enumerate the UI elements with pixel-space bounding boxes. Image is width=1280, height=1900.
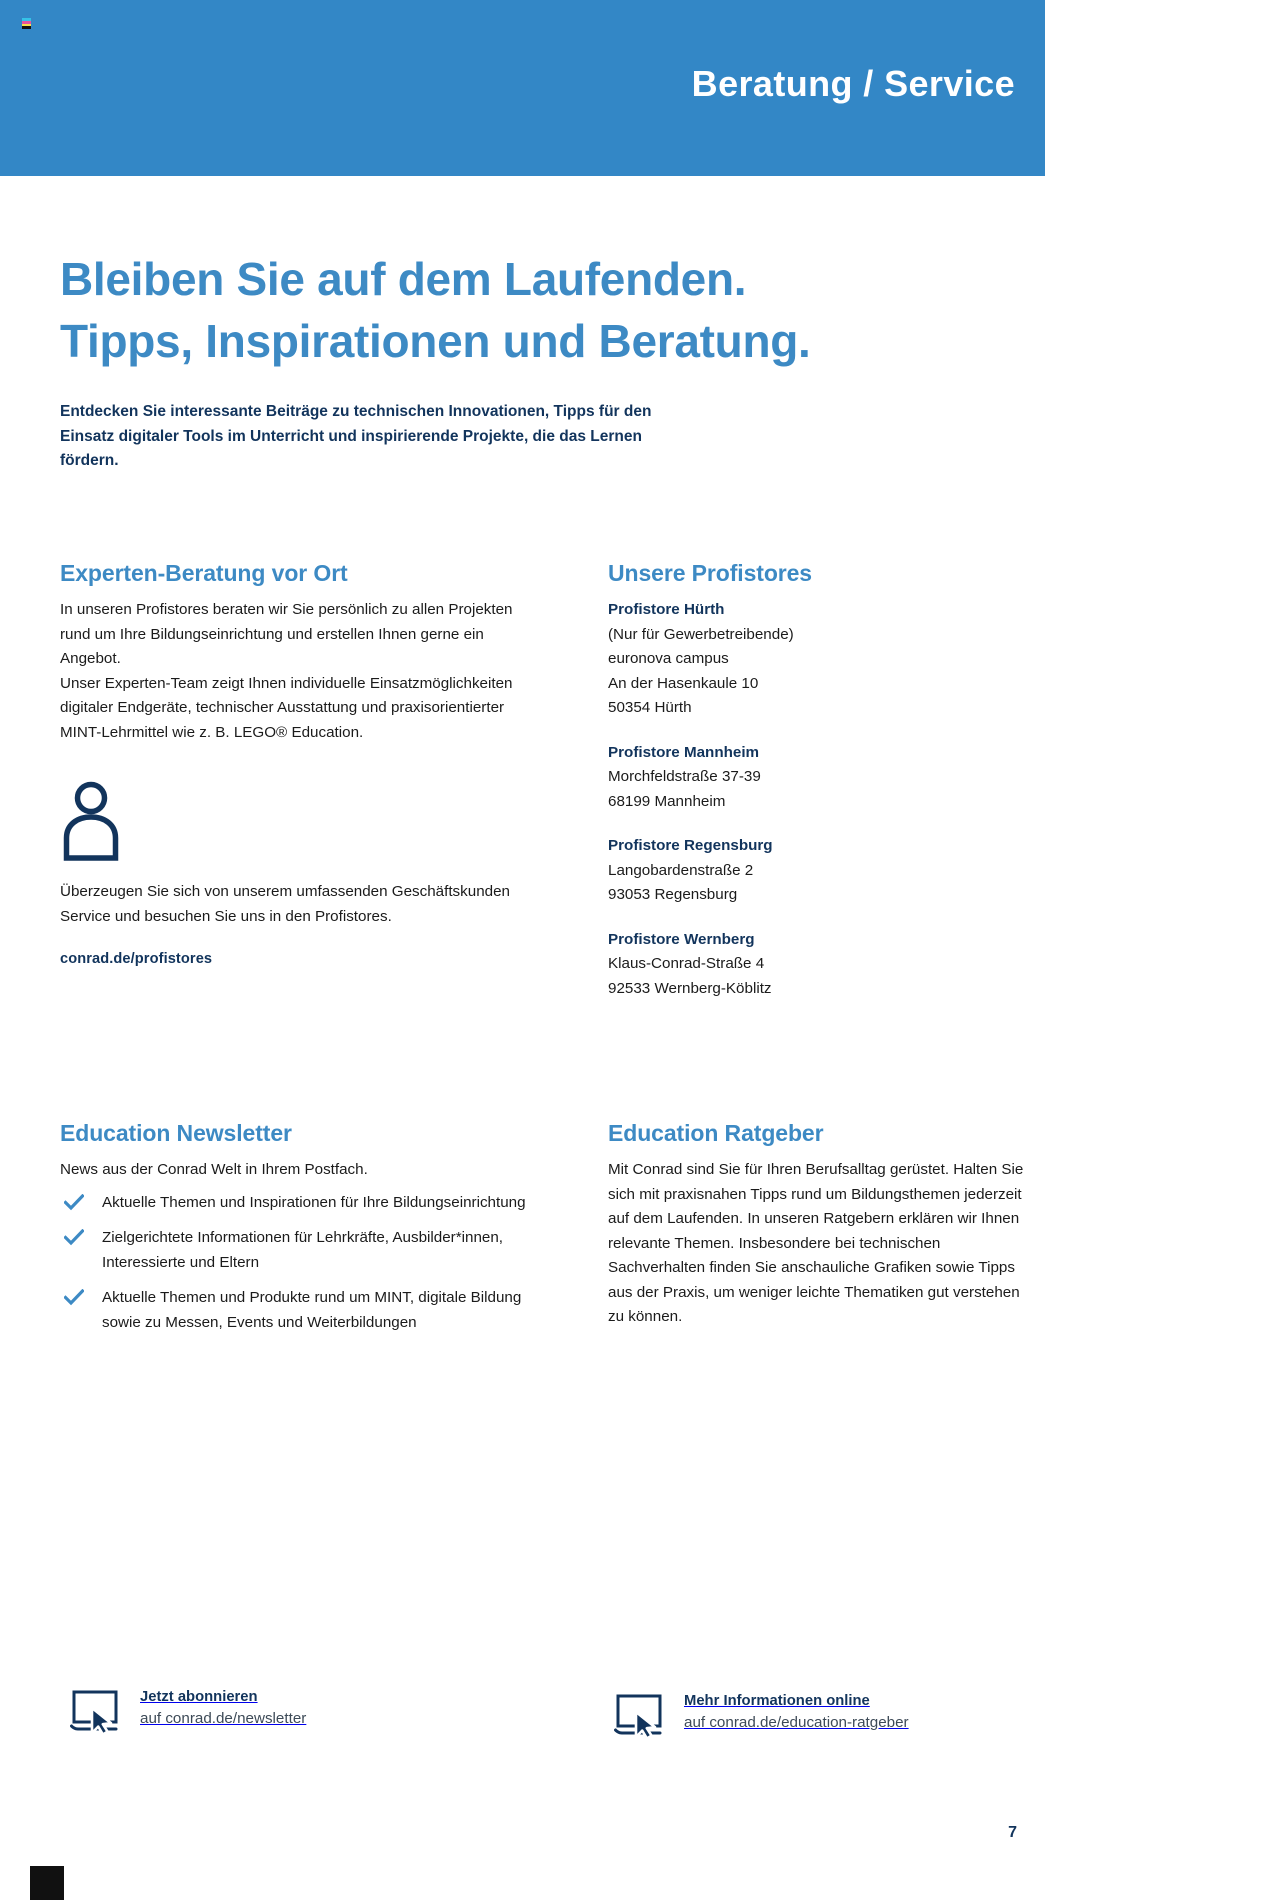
- store-address-line: Morchfeldstraße 37-39: [608, 768, 761, 785]
- list-item: [60, 1286, 540, 1335]
- list-item-label: Zielgerichtete Informationen für Lehrkräfte, Ausbilder*innen, Interessierte und Eltern: [102, 1229, 504, 1271]
- newsletter-cta-title: Jetzt abonnieren: [140, 1689, 258, 1705]
- ratgeber-cta-url: auf conrad.de/education-ratgeber: [684, 1714, 909, 1731]
- check-icon: [64, 1289, 84, 1307]
- newsletter-heading: Education Newsletter: [60, 1120, 292, 1146]
- ratgeber-heading: Education Ratgeber: [608, 1120, 824, 1146]
- black-square-mark-icon: [30, 1866, 64, 1900]
- newsletter-cta-text: [140, 1686, 306, 1730]
- store-name: Profistore Regensburg: [608, 837, 773, 854]
- expert-consulting-section: [60, 558, 540, 967]
- cmyk-registration-mark-icon: [22, 18, 31, 29]
- store-entry: [608, 928, 1028, 1002]
- newsletter-lead: News aus der Conrad Welt in Ihrem Postfach.: [60, 1161, 368, 1178]
- profistores-section: [608, 558, 1028, 1001]
- store-name: Profistore Hürth: [608, 601, 725, 618]
- page-title-line-1: Bleiben Sie auf dem Laufenden.: [60, 253, 747, 305]
- check-icon: [64, 1229, 84, 1247]
- store-address-line: 93053 Regensburg: [608, 886, 738, 903]
- store-address-line: Langobardenstraße 2: [608, 861, 754, 879]
- page-title: [60, 248, 990, 372]
- store-entry: [608, 741, 1028, 815]
- store-entry: [608, 834, 1028, 908]
- list-item: [60, 1191, 540, 1216]
- ratgeber-cta-title: Mehr Informationen online: [684, 1693, 870, 1709]
- list-item-label: Aktuelle Themen und Produkte rund um MINT, digitale Bildung sowie zu Messen, Events und Weiterbildungen: [102, 1289, 522, 1331]
- ratgeber-paragraph: Mit Conrad sind Sie für Ihren Berufsalltag gerüstet. Halten Sie sich mit praxisnahen Tipps rund um Bildungsthemen jederzeit auf dem Laufenden. In unseren Ratgebern erklären wir Ihnen relevante Themen. Insbesondere bei technischen Sachverhalten finden Sie anschauliche Grafiken sowie Tipps aus der Praxis, um weniger leichte Thematiken gut verstehen zu können.: [608, 1161, 1024, 1325]
- expert-consulting-paragraph-2: Unser Experten-Team zeigt Ihnen individuelle Einsatzmöglichkeiten digitaler Endgeräte, technischer Ausstattung und praxisorientierter MINT-Lehrmittel wie z. B. LEGO® Education.: [60, 674, 513, 741]
- ratgeber-section: [608, 1118, 1028, 1330]
- header-title: Beratung / Service: [691, 63, 1015, 104]
- header-banner: [0, 0, 1045, 176]
- expert-consulting-heading: Experten-Beratung vor Ort: [60, 560, 348, 586]
- laptop-cursor-icon: [70, 1689, 124, 1740]
- newsletter-benefit-list: [60, 1191, 540, 1336]
- newsletter-cta-url: auf conrad.de/newsletter: [140, 1710, 307, 1727]
- laptop-cursor-icon: [614, 1693, 668, 1744]
- store-address-line: 50354 Hürth: [608, 699, 692, 716]
- list-item: [60, 1226, 540, 1275]
- store-address-line: An der Hasenkaule 10: [608, 674, 759, 692]
- list-item-label: Aktuelle Themen und Inspirationen für Ihre Bildungseinrichtung: [102, 1193, 526, 1211]
- newsletter-section: [60, 1118, 540, 1346]
- store-address-line: Klaus-Conrad-Straße 4: [608, 955, 765, 972]
- profistores-link[interactable]: conrad.de/profistores: [60, 951, 213, 967]
- store-name: Profistore Mannheim: [608, 743, 760, 761]
- intro-paragraph: Entdecken Sie interessante Beiträge zu technischen Innovationen, Tipps für den Einsatz digitaler Tools im Unterricht und inspirierende Projekte, die das Lernen fördern.: [60, 403, 652, 469]
- profistores-heading: Unsere Profistores: [608, 560, 812, 586]
- newsletter-cta[interactable]: [70, 1686, 306, 1740]
- expert-consulting-paragraph-1: In unseren Profistores beraten wir Sie persönlich zu allen Projekten rund um Ihre Bildungseinrichtung und erstellen Ihnen gerne ein Angebot.: [60, 601, 513, 667]
- ratgeber-cta-text: [684, 1690, 909, 1734]
- store-address-line: (Nur für Gewerbetreibende): [608, 625, 794, 643]
- store-address-line: euronova campus: [608, 650, 729, 667]
- check-icon: [64, 1194, 84, 1212]
- store-name: Profistore Wernberg: [608, 930, 755, 948]
- page-number: 7: [1008, 1824, 1017, 1841]
- person-icon: [60, 781, 540, 866]
- store-entry: [608, 598, 1028, 721]
- store-address-line: 68199 Mannheim: [608, 792, 726, 810]
- store-address-line: 92533 Wernberg-Köblitz: [608, 979, 772, 997]
- page-title-line-2: Tipps, Inspirationen und Beratung.: [60, 315, 811, 367]
- ratgeber-cta[interactable]: [614, 1690, 909, 1744]
- expert-consulting-closing: Überzeugen Sie sich von unserem umfassenden Geschäftskunden Service und besuchen Sie uns in den Profistores.: [60, 883, 510, 925]
